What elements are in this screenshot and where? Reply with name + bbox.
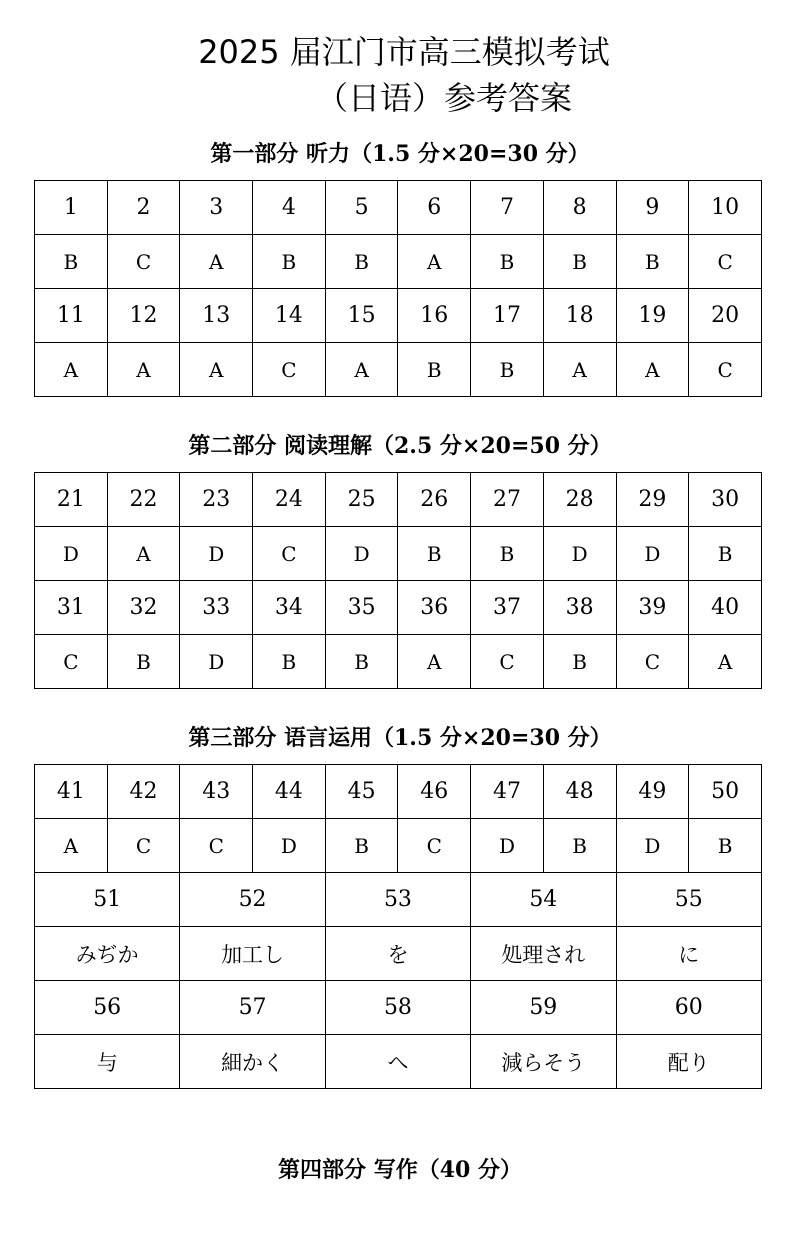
question-number-cell: 48: [543, 765, 616, 819]
question-number-cell: 20: [689, 289, 762, 343]
answer-cell: へ: [325, 1035, 470, 1089]
answer-cell: A: [325, 343, 398, 397]
answer-cell: C: [689, 343, 762, 397]
question-number-cell: 50: [689, 765, 762, 819]
question-number-cell: 39: [616, 581, 689, 635]
answer-cell: C: [471, 635, 544, 689]
answer-cell: C: [107, 819, 180, 873]
answer-cell: A: [35, 819, 108, 873]
question-number-cell: 37: [471, 581, 544, 635]
answer-cell: D: [543, 527, 616, 581]
question-number-cell: 3: [180, 181, 253, 235]
answer-cell: B: [471, 343, 544, 397]
question-number-cell: 34: [253, 581, 326, 635]
question-number-cell: 33: [180, 581, 253, 635]
answer-cell: B: [107, 635, 180, 689]
answer-cell: D: [253, 819, 326, 873]
question-number-cell: 14: [253, 289, 326, 343]
page-subtitle: （日语）参考答案: [315, 79, 572, 117]
table-row: [35, 527, 762, 581]
answer-cell: A: [107, 343, 180, 397]
answer-cell: A: [35, 343, 108, 397]
answer-cell: D: [325, 527, 398, 581]
question-number-cell: 16: [398, 289, 471, 343]
answer-cell: B: [325, 235, 398, 289]
question-number-cell: 11: [35, 289, 108, 343]
question-number-cell: 31: [35, 581, 108, 635]
answer-cell: B: [471, 235, 544, 289]
question-number-cell: 8: [543, 181, 616, 235]
answer-cell: B: [253, 235, 326, 289]
question-number-cell: 23: [180, 473, 253, 527]
table-row: [35, 181, 762, 235]
question-number-cell: 5: [325, 181, 398, 235]
question-number-cell: 59: [471, 981, 616, 1035]
answer-cell: B: [398, 527, 471, 581]
part3-answer-table: [34, 764, 762, 1089]
table-row: [35, 981, 762, 1035]
question-number-cell: 35: [325, 581, 398, 635]
answer-cell: C: [398, 819, 471, 873]
question-number-cell: 10: [689, 181, 762, 235]
answer-cell: A: [398, 635, 471, 689]
answer-cell: 減らそう: [471, 1035, 616, 1089]
answer-cell: B: [35, 235, 108, 289]
question-number-cell: 32: [107, 581, 180, 635]
answer-cell: を: [325, 927, 470, 981]
answer-cell: みぢか: [35, 927, 180, 981]
answer-cell: 配り: [616, 1035, 762, 1089]
answer-cell: A: [543, 343, 616, 397]
answer-cell: B: [471, 527, 544, 581]
part1-answer-table: [34, 180, 762, 397]
question-number-cell: 47: [471, 765, 544, 819]
answer-cell: B: [543, 635, 616, 689]
question-number-cell: 53: [325, 873, 470, 927]
question-number-cell: 13: [180, 289, 253, 343]
question-number-cell: 45: [325, 765, 398, 819]
question-number-cell: 56: [35, 981, 180, 1035]
answer-cell: A: [689, 635, 762, 689]
question-number-cell: 18: [543, 289, 616, 343]
answer-cell: C: [253, 527, 326, 581]
answer-cell: B: [689, 819, 762, 873]
table-row: [35, 289, 762, 343]
question-number-cell: 46: [398, 765, 471, 819]
table-row: [35, 927, 762, 981]
question-number-cell: 58: [325, 981, 470, 1035]
table-row: [35, 819, 762, 873]
answer-cell: C: [253, 343, 326, 397]
table-row: [35, 635, 762, 689]
question-number-cell: 4: [253, 181, 326, 235]
question-number-cell: 19: [616, 289, 689, 343]
question-number-cell: 21: [35, 473, 108, 527]
answer-cell: C: [616, 635, 689, 689]
question-number-cell: 30: [689, 473, 762, 527]
answer-cell: C: [180, 819, 253, 873]
answer-cell: B: [253, 635, 326, 689]
answer-cell: A: [180, 343, 253, 397]
part4-heading: 第四部分 写作（40 分）: [278, 1157, 522, 1183]
question-number-cell: 44: [253, 765, 326, 819]
question-number-cell: 52: [180, 873, 325, 927]
question-number-cell: 49: [616, 765, 689, 819]
answer-cell: 細かく: [180, 1035, 325, 1089]
table-row: [35, 1035, 762, 1089]
question-number-cell: 24: [253, 473, 326, 527]
answer-cell: A: [616, 343, 689, 397]
question-number-cell: 7: [471, 181, 544, 235]
table-row: [35, 873, 762, 927]
answer-cell: D: [616, 819, 689, 873]
part1-heading: 第一部分 听力（1.5 分×20=30 分）: [210, 141, 590, 167]
answer-cell: C: [107, 235, 180, 289]
answer-cell: D: [35, 527, 108, 581]
question-number-cell: 51: [35, 873, 180, 927]
question-number-cell: 26: [398, 473, 471, 527]
question-number-cell: 43: [180, 765, 253, 819]
question-number-cell: 6: [398, 181, 471, 235]
question-number-cell: 25: [325, 473, 398, 527]
part2-heading: 第二部分 阅读理解（2.5 分×20=50 分）: [188, 433, 612, 459]
question-number-cell: 38: [543, 581, 616, 635]
answer-cell: A: [107, 527, 180, 581]
table-row: [35, 343, 762, 397]
answer-cell: A: [180, 235, 253, 289]
answer-cell: B: [398, 343, 471, 397]
answer-cell: D: [180, 527, 253, 581]
answer-cell: 与: [35, 1035, 180, 1089]
answer-cell: B: [325, 635, 398, 689]
question-number-cell: 22: [107, 473, 180, 527]
question-number-cell: 57: [180, 981, 325, 1035]
page-title: 2025 届江门市高三模拟考试: [198, 33, 610, 71]
answer-cell: B: [689, 527, 762, 581]
question-number-cell: 55: [616, 873, 762, 927]
question-number-cell: 15: [325, 289, 398, 343]
answer-cell: C: [35, 635, 108, 689]
question-number-cell: 1: [35, 181, 108, 235]
question-number-cell: 40: [689, 581, 762, 635]
answer-cell: B: [325, 819, 398, 873]
question-number-cell: 9: [616, 181, 689, 235]
table-row: [35, 581, 762, 635]
answer-cell: D: [616, 527, 689, 581]
answer-cell: D: [471, 819, 544, 873]
answer-cell: A: [398, 235, 471, 289]
question-number-cell: 12: [107, 289, 180, 343]
answer-cell: B: [543, 235, 616, 289]
answer-cell: B: [616, 235, 689, 289]
question-number-cell: 54: [471, 873, 616, 927]
answer-cell: B: [543, 819, 616, 873]
question-number-cell: 17: [471, 289, 544, 343]
question-number-cell: 36: [398, 581, 471, 635]
question-number-cell: 28: [543, 473, 616, 527]
table-row: [35, 765, 762, 819]
question-number-cell: 42: [107, 765, 180, 819]
answer-cell: C: [689, 235, 762, 289]
question-number-cell: 27: [471, 473, 544, 527]
part3-heading: 第三部分 语言运用（1.5 分×20=30 分）: [188, 725, 612, 751]
answer-cell: に: [616, 927, 762, 981]
part2-answer-table: [34, 472, 762, 689]
table-row: [35, 235, 762, 289]
question-number-cell: 60: [616, 981, 762, 1035]
answer-cell: D: [180, 635, 253, 689]
answer-cell: 処理され: [471, 927, 616, 981]
answer-cell: 加工し: [180, 927, 325, 981]
table-row: [35, 473, 762, 527]
question-number-cell: 2: [107, 181, 180, 235]
question-number-cell: 41: [35, 765, 108, 819]
question-number-cell: 29: [616, 473, 689, 527]
